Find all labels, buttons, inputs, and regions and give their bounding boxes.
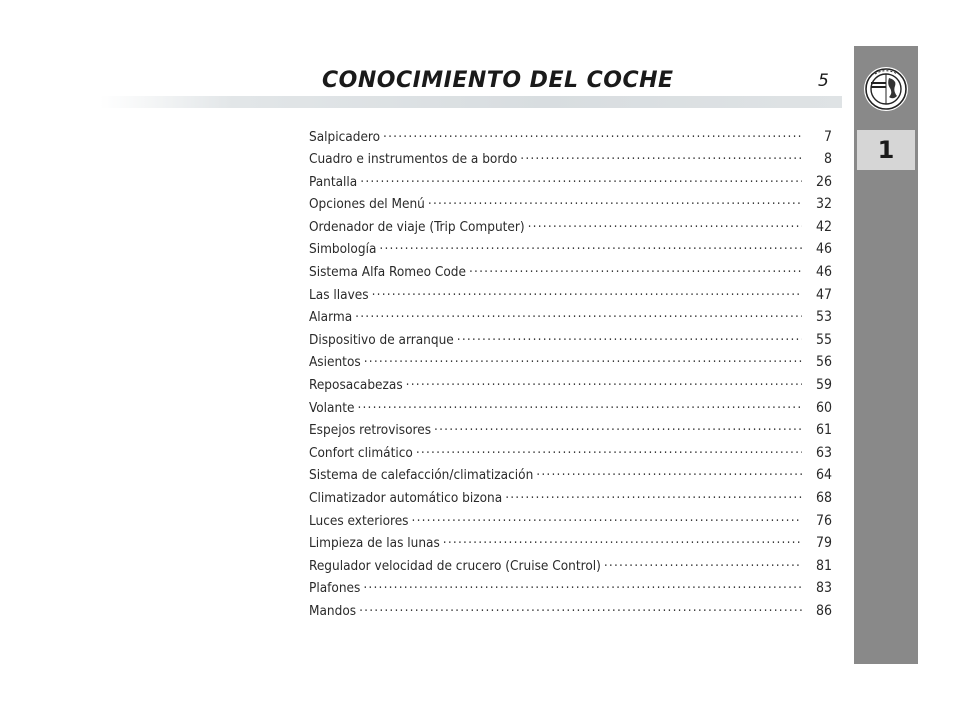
toc-entry-label: Climatizador automático bizona (309, 490, 503, 506)
toc-dot-leader (443, 534, 802, 548)
page-number: 5 (818, 71, 829, 91)
toc-entry-page: 56 (815, 354, 832, 371)
toc-entry[interactable] (309, 421, 832, 444)
toc-entry[interactable] (309, 240, 832, 263)
toc-dot-leader (520, 150, 802, 164)
toc-entry-label: Sistema de calefacción/climatización (309, 467, 534, 484)
toc-dot-leader (536, 466, 802, 480)
chapter-number-box: 1 (857, 130, 915, 170)
toc-entry[interactable] (309, 308, 832, 331)
toc-entry[interactable] (309, 353, 832, 376)
toc-entry-label: Confort climático (309, 444, 413, 461)
toc-dot-leader (604, 556, 802, 570)
toc-entry[interactable] (309, 466, 832, 489)
toc-dot-leader (355, 308, 802, 322)
toc-dot-leader (528, 217, 802, 231)
toc-entry-page: 76 (815, 512, 832, 529)
toc-entry-page: 79 (815, 535, 832, 552)
toc-entry[interactable] (309, 330, 832, 353)
toc-entry-page: 53 (815, 309, 832, 326)
toc-dot-leader (357, 398, 802, 412)
toc-dot-leader (457, 330, 802, 344)
toc-entry-page: 26 (815, 173, 832, 190)
toc-entry-label: Sistema Alfa Romeo Code (309, 264, 466, 281)
toc-entry-page: 68 (815, 490, 832, 506)
toc-entry-page: 60 (815, 399, 832, 416)
toc-entry-page: 81 (815, 557, 832, 574)
toc-entry-page: 63 (815, 444, 832, 461)
toc-entry-page: 61 (815, 422, 832, 439)
toc-entry[interactable] (309, 285, 832, 308)
toc-entry-page: 8 (823, 151, 832, 168)
toc-entry-page: 47 (815, 286, 832, 303)
toc-entry-label: Asientos (309, 354, 361, 371)
toc-entry[interactable] (309, 556, 832, 579)
toc-entry-page: 46 (815, 264, 832, 281)
toc-entry-label: Pantalla (309, 173, 358, 190)
toc-dot-leader (372, 285, 802, 299)
toc-entry-label: Volante (309, 399, 355, 416)
toc-dot-leader (363, 579, 802, 593)
chapter-side-tab (854, 46, 918, 664)
toc-entry-label: Ordenador de viaje (Trip Computer) (309, 218, 525, 235)
toc-entry[interactable] (309, 601, 832, 624)
toc-entry-page: 64 (815, 467, 832, 484)
toc-entry-label: Alarma (309, 309, 353, 326)
toc-entry-label: Reposacabezas (309, 377, 403, 394)
toc-entry-label: Luces exteriores (309, 512, 409, 529)
toc-entry-label: Mandos (309, 602, 357, 619)
toc-dot-leader (469, 263, 802, 277)
toc-dot-leader (359, 601, 802, 615)
toc-dot-leader (379, 240, 802, 254)
toc-entry-page: 32 (815, 196, 832, 213)
toc-entry-label: Opciones del Menú (309, 196, 425, 213)
toc-dot-leader (416, 443, 802, 457)
toc-entry-page: 59 (815, 377, 832, 394)
toc-entry-page: 55 (815, 331, 832, 348)
toc-entry-label: Las llaves (309, 286, 369, 303)
toc-entry-page: 46 (815, 241, 832, 258)
header-rule (100, 96, 842, 108)
toc-entry[interactable] (309, 217, 832, 240)
toc-entry-page: 86 (815, 602, 832, 619)
toc-entry[interactable] (309, 376, 832, 399)
toc-dot-leader (428, 195, 802, 209)
toc-entry-page: 7 (823, 128, 832, 145)
toc-entry-page: 42 (815, 218, 832, 235)
page-title: CONOCIMIENTO DEL COCHE (322, 68, 674, 93)
alfa-romeo-logo-icon (863, 66, 909, 112)
toc-entry-label: Cuadro e instrumentos de a bordo (309, 151, 518, 168)
toc-dot-leader (505, 489, 802, 503)
toc-entry[interactable] (309, 172, 832, 195)
toc-entry[interactable] (309, 443, 832, 466)
toc-entry-label: Limpieza de las lunas (309, 535, 440, 552)
toc-entry-label: Salpicadero (309, 128, 381, 145)
toc-entry[interactable] (309, 398, 832, 421)
toc-entry[interactable] (309, 195, 832, 218)
toc-entry[interactable] (309, 489, 832, 512)
toc-dot-leader (406, 376, 802, 390)
toc-dot-leader (364, 353, 802, 367)
toc-entry[interactable] (309, 511, 832, 534)
toc-entry[interactable] (309, 263, 832, 286)
toc-entry-label: Simbología (309, 241, 377, 258)
toc-entry-label: Dispositivo de arranque (309, 331, 454, 348)
toc-dot-leader (434, 421, 802, 435)
toc-entry[interactable] (309, 534, 832, 557)
toc-dot-leader (383, 127, 802, 141)
toc-dot-leader (412, 511, 802, 525)
toc-entry[interactable] (309, 127, 832, 150)
toc-entry-label: Regulador velocidad de crucero (Cruise Control) (309, 557, 601, 574)
table-of-contents (309, 127, 832, 624)
toc-dot-leader (360, 172, 802, 186)
toc-entry-page: 83 (815, 580, 832, 597)
toc-entry[interactable] (309, 579, 832, 602)
toc-entry-label: Espejos retrovisores (309, 422, 432, 439)
toc-entry-label: Plafones (309, 580, 361, 597)
toc-entry[interactable] (309, 150, 832, 173)
